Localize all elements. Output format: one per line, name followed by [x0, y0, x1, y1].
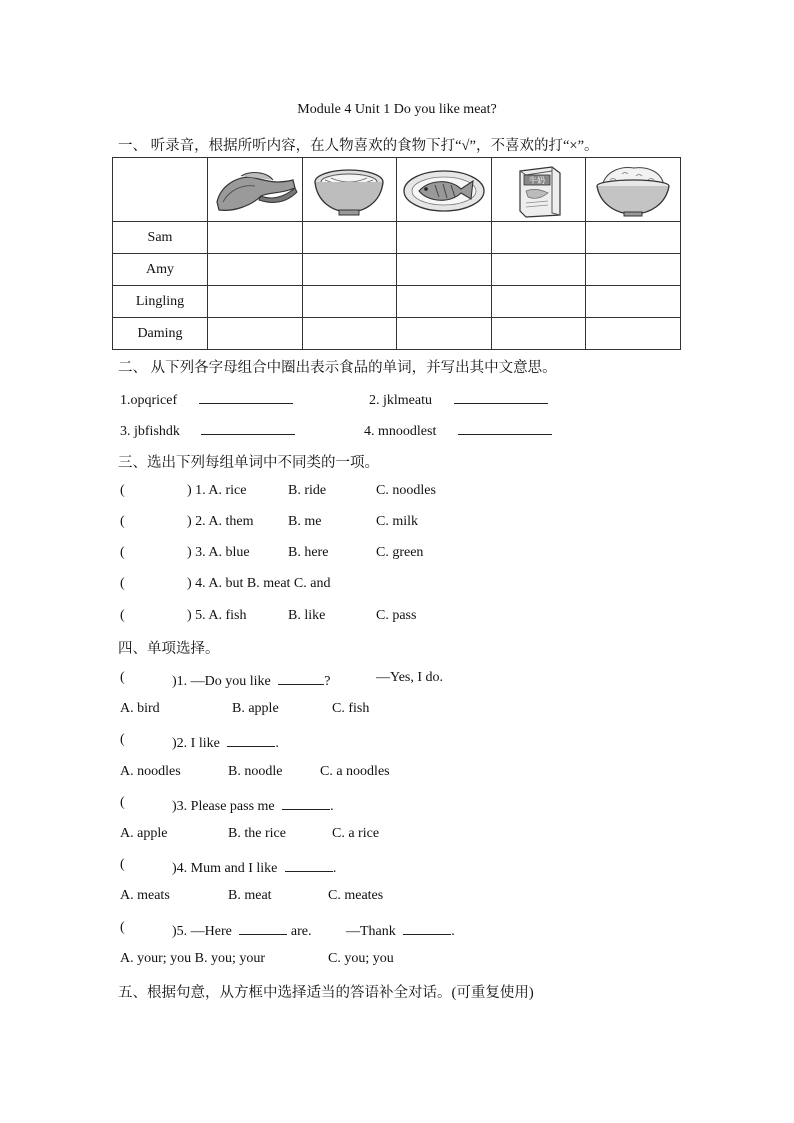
answer-paren-open[interactable]: ( — [120, 857, 125, 872]
question-text-end: . — [275, 736, 279, 751]
answer-paren-open[interactable]: ( — [120, 576, 125, 591]
noodles-icon — [309, 162, 389, 218]
meat-icon — [211, 162, 299, 218]
question-text: ) 1. A. rice — [187, 483, 247, 498]
milk-icon — [512, 161, 566, 219]
answer-blank[interactable] — [403, 920, 451, 935]
question-2 — [172, 732, 279, 752]
section4-heading: 四、单项选择。 — [118, 641, 220, 657]
food-table — [112, 157, 681, 350]
question-text-end: . — [330, 799, 334, 814]
milk-cell — [491, 158, 586, 222]
question-1 — [172, 670, 330, 690]
section2-heading: 二、 从下列各字母组合中圈出表示食品的单词，并写出其中文意思。 — [118, 360, 557, 376]
answer-cell[interactable] — [397, 222, 492, 254]
question-4 — [172, 857, 336, 877]
answer-blank[interactable] — [239, 920, 287, 935]
option-a: A. noodles — [120, 764, 181, 779]
answer-blank[interactable] — [278, 670, 324, 685]
option-c: C. green — [376, 545, 424, 560]
person-name: Lingling — [113, 286, 208, 318]
fish-icon — [401, 165, 487, 215]
answer-cell[interactable] — [302, 254, 397, 286]
answer-cell[interactable] — [397, 286, 492, 318]
option-a: A. apple — [120, 826, 168, 841]
question-text: )5. —Here — [172, 924, 232, 939]
rice-icon — [592, 162, 674, 218]
answer-cell[interactable] — [208, 286, 303, 318]
section5-heading: 五、根据句意，从方框中选择适当的答语补全对话。(可重复使用) — [118, 985, 534, 1001]
question-text-end: ? — [324, 674, 331, 689]
option-b: B. apple — [232, 701, 279, 716]
option-c: C. you; you — [328, 951, 394, 966]
answer-cell[interactable] — [302, 286, 397, 318]
person-name: Sam — [113, 222, 208, 254]
answer-cell[interactable] — [302, 318, 397, 350]
answer-blank[interactable] — [454, 389, 548, 404]
meat-cell — [208, 158, 303, 222]
option-b: B. me — [288, 514, 322, 529]
option-b: B. meat — [228, 888, 272, 903]
section3-heading: 三、选出下列每组单词中不同类的一项。 — [118, 455, 379, 471]
question-text: ) 4. A. but B. meat C. and — [187, 576, 331, 591]
answer-cell[interactable] — [208, 318, 303, 350]
option-c: C. noodles — [376, 483, 436, 498]
answer-paren-open[interactable]: ( — [120, 920, 125, 935]
word-item-4 — [364, 420, 552, 440]
option-c: C. milk — [376, 514, 419, 529]
answer-cell[interactable] — [491, 318, 586, 350]
option-c: C. a rice — [332, 826, 380, 841]
rice-cell — [586, 158, 681, 222]
question-5 — [172, 920, 311, 940]
answer-cell[interactable] — [586, 318, 681, 350]
question-text-mid2: —Thank — [346, 924, 396, 939]
question-5-reply — [346, 920, 455, 940]
answer-cell[interactable] — [491, 286, 586, 318]
question-text-end: . — [451, 924, 455, 939]
section1-heading: 一、 听录音，根据所听内容，在人物喜欢的食物下打“√”，不喜欢的打“×”。 — [118, 138, 599, 154]
question-text-end: . — [332, 861, 337, 876]
question-text: )2. I like — [172, 736, 220, 751]
table-row — [113, 222, 681, 254]
question-text: )4. Mum and I like — [172, 861, 278, 876]
word-item-label: 4. mnoodlest — [364, 424, 437, 439]
person-name: Daming — [113, 318, 208, 350]
answer-text: —Yes, I do. — [376, 670, 444, 685]
answer-blank[interactable] — [458, 420, 552, 435]
answer-cell[interactable] — [491, 222, 586, 254]
option-a: A. bird — [120, 701, 160, 716]
answer-paren-open[interactable]: ( — [120, 514, 125, 529]
answer-paren-open[interactable]: ( — [120, 608, 125, 623]
word-item-label: 1.opqricef — [120, 393, 178, 408]
milk-label: 牛奶 — [528, 175, 545, 185]
answer-cell[interactable] — [491, 254, 586, 286]
table-row — [113, 286, 681, 318]
option-c: C. pass — [376, 608, 417, 623]
word-item-1 — [120, 389, 293, 409]
word-item-3 — [120, 420, 295, 440]
answer-cell[interactable] — [208, 222, 303, 254]
answer-paren-open[interactable]: ( — [120, 670, 125, 685]
food-image-row — [113, 158, 681, 222]
option-b: B. ride — [288, 483, 327, 498]
question-3 — [172, 795, 334, 815]
word-item-label: 3. jbfishdk — [120, 424, 180, 439]
option-b: B. the rice — [228, 826, 286, 841]
answer-paren-open[interactable]: ( — [120, 795, 125, 810]
answer-cell[interactable] — [586, 254, 681, 286]
question-text: )1. —Do you like — [172, 674, 271, 689]
option-a: A. meats — [120, 888, 170, 903]
option-b: B. noodle — [228, 764, 283, 779]
answer-blank[interactable] — [199, 389, 293, 404]
question-text: )3. Please pass me — [172, 799, 275, 814]
answer-paren-open[interactable]: ( — [120, 545, 125, 560]
word-item-2 — [369, 389, 548, 409]
question-text: ) 5. A. fish — [187, 608, 247, 623]
option-c: C. a noodles — [320, 764, 390, 779]
word-item-label: 2. jklmeatu — [369, 393, 432, 408]
corner-cell — [113, 158, 208, 222]
answer-cell[interactable] — [586, 286, 681, 318]
answer-blank[interactable] — [282, 795, 330, 810]
answer-paren-open[interactable]: ( — [120, 732, 125, 747]
fish-cell — [397, 158, 492, 222]
answer-cell[interactable] — [302, 222, 397, 254]
answer-cell[interactable] — [397, 254, 492, 286]
option-c: C. meates — [328, 888, 384, 903]
question-text: ) 3. A. blue — [187, 545, 250, 560]
answer-paren-open[interactable]: ( — [120, 483, 125, 498]
person-name: Amy — [113, 254, 208, 286]
table-row — [113, 254, 681, 286]
answer-cell[interactable] — [586, 222, 681, 254]
answer-cell[interactable] — [397, 318, 492, 350]
page-title: Module 4 Unit 1 Do you like meat? — [297, 102, 497, 117]
option-a-b: A. your; you B. you; your — [120, 951, 266, 966]
option-b: B. here — [288, 545, 329, 560]
option-b: B. like — [288, 608, 326, 623]
question-text: ) 2. A. them — [187, 514, 254, 529]
option-c: C. fish — [332, 701, 370, 716]
answer-blank[interactable] — [285, 857, 333, 872]
answer-blank[interactable] — [227, 732, 275, 747]
answer-cell[interactable] — [208, 254, 303, 286]
noodles-cell — [302, 158, 397, 222]
question-text-mid: are. — [290, 924, 312, 939]
answer-blank[interactable] — [201, 420, 295, 435]
table-row — [113, 318, 681, 350]
